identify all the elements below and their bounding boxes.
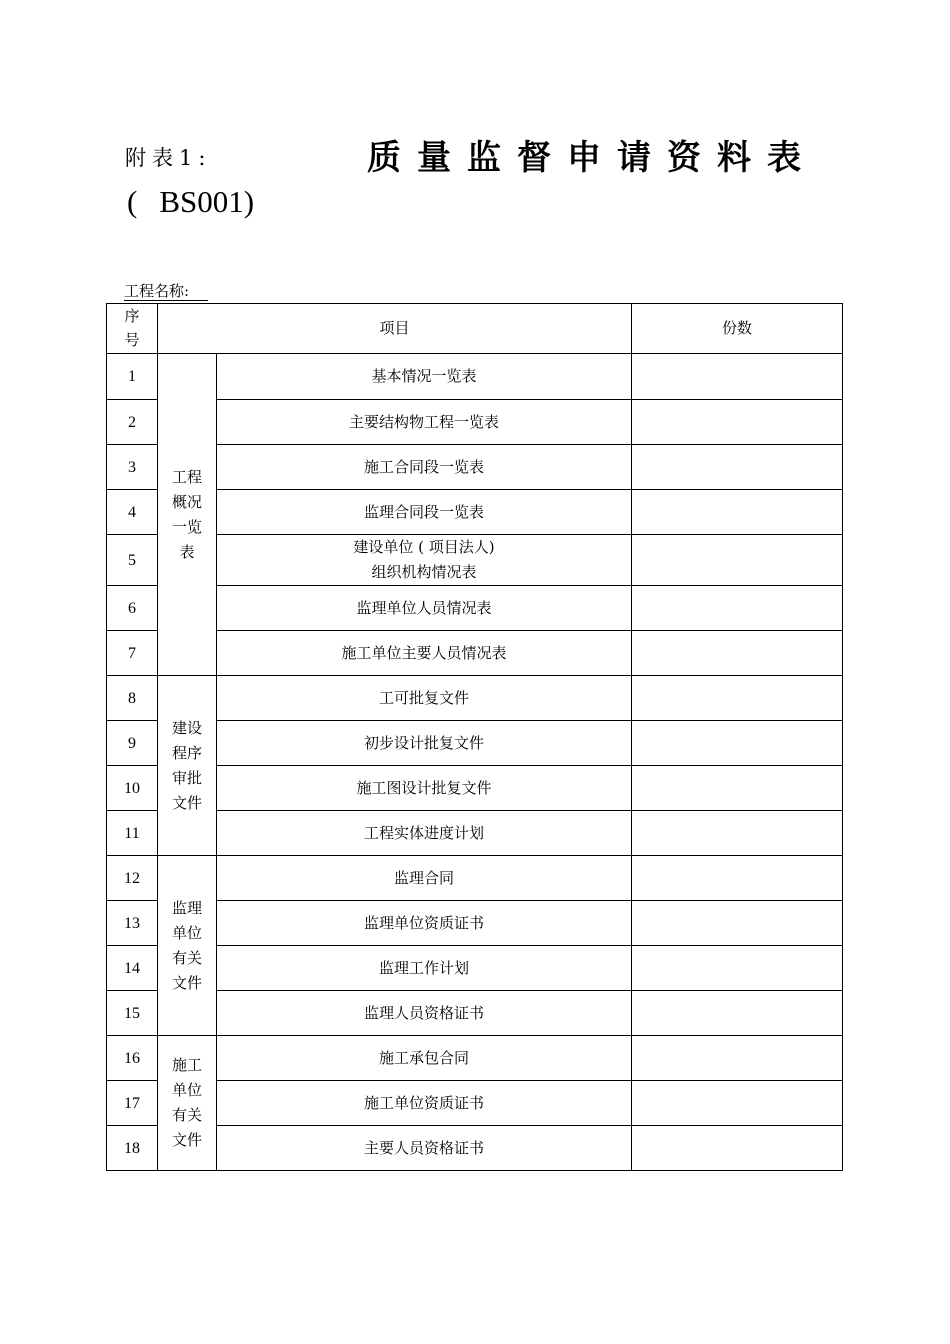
- table-row: [107, 676, 843, 721]
- item-label: 施工合同段一览表: [364, 457, 485, 476]
- item-label: 监理人员资格证书: [364, 1003, 485, 1022]
- item-cell: [217, 766, 632, 811]
- item-cell: [217, 1081, 632, 1126]
- page-title: 质量监督申请资料表: [367, 138, 817, 178]
- item-label: 施工图设计批复文件: [356, 778, 492, 797]
- table-row: [107, 400, 843, 445]
- row-number: 5: [107, 535, 158, 586]
- table-row: [107, 856, 843, 901]
- table-row: [107, 354, 843, 400]
- item-cell: [217, 856, 632, 901]
- attachment-prefix: 附表1:: [125, 146, 212, 170]
- item-label: 初步设计批复文件: [364, 733, 485, 752]
- copies-cell[interactable]: [632, 631, 843, 676]
- row-number: 16: [107, 1036, 158, 1081]
- row-number: 2: [107, 400, 158, 445]
- item-cell: [217, 535, 632, 586]
- row-number: 6: [107, 586, 158, 631]
- row-number: 1: [107, 354, 158, 400]
- item-cell: [217, 901, 632, 946]
- header-seq-label: 序号: [124, 307, 140, 349]
- form-code-open-paren: (: [127, 184, 138, 219]
- item-label: 监理单位人员情况表: [356, 598, 492, 617]
- table-row: [107, 901, 843, 946]
- item-cell: [217, 946, 632, 991]
- item-label: 主要人员资格证书: [364, 1138, 485, 1157]
- row-number: 12: [107, 856, 158, 901]
- copies-cell[interactable]: [632, 946, 843, 991]
- copies-cell[interactable]: [632, 354, 843, 400]
- copies-cell[interactable]: [632, 1126, 843, 1171]
- table-row: [107, 1081, 843, 1126]
- copies-cell[interactable]: [632, 535, 843, 586]
- row-number: 8: [107, 676, 158, 721]
- copies-cell[interactable]: [632, 586, 843, 631]
- row-number: 15: [107, 991, 158, 1036]
- item-label: 监理单位资质证书: [364, 913, 485, 932]
- table-row: [107, 766, 843, 811]
- item-cell: [217, 991, 632, 1036]
- table-row: [107, 631, 843, 676]
- row-number: 17: [107, 1081, 158, 1126]
- item-label: 主要结构物工程一览表: [349, 412, 500, 431]
- copies-cell[interactable]: [632, 676, 843, 721]
- row-number: 18: [107, 1126, 158, 1171]
- row-number: 13: [107, 901, 158, 946]
- table-row: [107, 991, 843, 1036]
- item-cell: [217, 1036, 632, 1081]
- table-header-row: [107, 304, 843, 354]
- table-row: [107, 1126, 843, 1171]
- item-label: 监理合同段一览表: [364, 502, 485, 521]
- item-cell: [217, 1126, 632, 1171]
- form-code-value: BS001): [159, 184, 255, 219]
- item-label: 监理工作计划: [379, 958, 470, 977]
- table-row: [107, 535, 843, 586]
- item-cell: [217, 811, 632, 856]
- item-label: 工可批复文件: [379, 688, 470, 707]
- item-label: 施工承包合同: [379, 1048, 470, 1067]
- row-number: 4: [107, 490, 158, 535]
- item-label: 基本情况一览表: [371, 367, 477, 385]
- group-label: 工程概况一览表: [171, 467, 202, 561]
- item-cell: [217, 721, 632, 766]
- title-line: [125, 130, 825, 178]
- item-cell: [217, 445, 632, 490]
- copies-cell[interactable]: [632, 1081, 843, 1126]
- form-code: [127, 184, 254, 220]
- table-row: [107, 1036, 843, 1081]
- group-label: 施工单位有关文件: [171, 1056, 202, 1149]
- row-number: 9: [107, 721, 158, 766]
- table-row: [107, 946, 843, 991]
- item-label: 施工单位资质证书: [364, 1093, 485, 1112]
- item-cell: [217, 586, 632, 631]
- item-cell: [217, 354, 632, 400]
- row-number: 7: [107, 631, 158, 676]
- application-materials-table: [106, 303, 843, 1171]
- row-number: 14: [107, 946, 158, 991]
- copies-cell[interactable]: [632, 490, 843, 535]
- table-row: [107, 721, 843, 766]
- item-label-line1: 建设单位 ( 项目法人): [353, 538, 495, 556]
- item-label: 施工单位主要人员情况表: [341, 643, 507, 662]
- copies-cell[interactable]: [632, 721, 843, 766]
- group-label: 监理单位有关文件: [171, 898, 202, 992]
- copies-cell[interactable]: [632, 901, 843, 946]
- header-copies: 份数: [632, 304, 843, 354]
- table-row: [107, 586, 843, 631]
- group-label-cell: [158, 1036, 217, 1171]
- row-number: 10: [107, 766, 158, 811]
- copies-cell[interactable]: [632, 856, 843, 901]
- item-cell: [217, 490, 632, 535]
- row-number: 11: [107, 811, 158, 856]
- item-label: 监理合同: [394, 868, 455, 887]
- group-label-cell: [158, 856, 217, 1036]
- row-number: 3: [107, 445, 158, 490]
- item-cell: [217, 631, 632, 676]
- table-row: [107, 445, 843, 490]
- group-label-cell: [158, 676, 217, 856]
- header-item: 项目: [158, 304, 632, 354]
- header-seq: [107, 304, 158, 354]
- copies-cell[interactable]: [632, 400, 843, 445]
- copies-cell[interactable]: [632, 766, 843, 811]
- copies-cell[interactable]: [632, 445, 843, 490]
- group-label-cell: [158, 354, 217, 676]
- project-name-label: 工程名称:: [124, 282, 208, 301]
- item-cell: [217, 676, 632, 721]
- group-label: 建设程序审批文件: [171, 718, 202, 812]
- item-cell: [217, 400, 632, 445]
- table-row: [107, 490, 843, 535]
- item-label: 工程实体进度计划: [364, 823, 485, 842]
- table-row: [107, 811, 843, 856]
- item-label-line2: 组织机构情况表: [371, 563, 477, 581]
- copies-cell[interactable]: [632, 991, 843, 1036]
- copies-cell[interactable]: [632, 1036, 843, 1081]
- copies-cell[interactable]: [632, 811, 843, 856]
